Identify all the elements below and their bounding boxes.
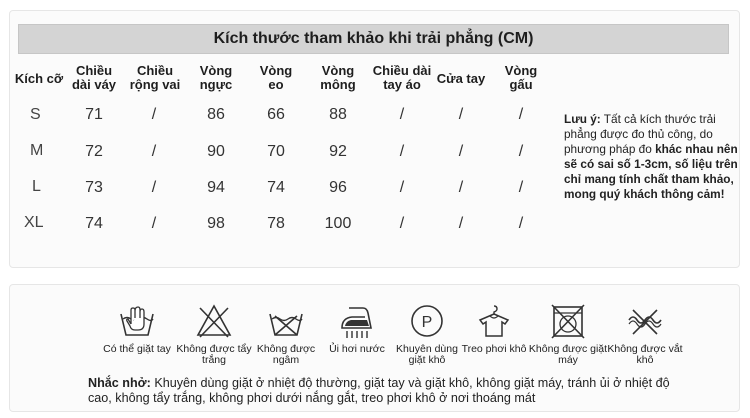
cell-l-bust: 94 [207, 179, 225, 196]
cell-s-hem: / [518, 106, 524, 123]
hang-dry-icon [474, 302, 514, 340]
cell-s-sleeve: / [399, 106, 405, 123]
cell-xl-cuff: / [458, 215, 464, 232]
measurement-note [564, 112, 740, 202]
cell-s-cuff: / [458, 106, 464, 123]
cell-m-bust: 90 [207, 143, 225, 160]
cell-m-hem: / [518, 143, 524, 160]
care-label-hang-dry: Treo phơi khô [461, 343, 527, 355]
care-label-no-machine-wash: Không được giặt máy [528, 343, 608, 366]
steam-iron-icon [337, 302, 377, 340]
cell-m-hip: 92 [329, 143, 347, 160]
cell-xl-hip: 100 [324, 215, 352, 232]
cell-xl-shoulder: / [151, 215, 157, 232]
size-s: S [30, 106, 41, 123]
no-wring-icon [625, 302, 665, 340]
header-waist: Vòng eo [259, 63, 293, 92]
cell-m-length: 72 [85, 143, 103, 160]
header-hip: Vòng mông [320, 63, 356, 92]
cell-l-sleeve: / [399, 179, 405, 196]
no-soak-icon [266, 302, 306, 340]
note-label: Lưu ý: [564, 112, 601, 126]
cell-xl-length: 74 [85, 215, 103, 232]
care-label-no-wring: Không được vắt khô [607, 343, 683, 366]
header-shoulder-width: Chiều rộng vai [129, 63, 181, 92]
reminder-label: Nhắc nhở: [88, 376, 151, 390]
care-item-steam-iron [317, 302, 397, 355]
no-machine-wash-icon [548, 302, 588, 340]
hand-wash-icon [117, 302, 157, 340]
care-item-no-wring [605, 302, 685, 366]
care-label-hand-wash: Có thể giặt tay [103, 343, 171, 355]
care-item-no-bleach [174, 302, 254, 366]
care-label-steam-iron: Ủi hơi nước [329, 343, 385, 355]
cell-m-waist: 70 [267, 143, 285, 160]
care-label-no-soak: Không được ngâm [256, 343, 316, 366]
header-sleeve-length: Chiều dài tay áo [372, 63, 432, 92]
care-item-no-machine-wash [528, 302, 608, 366]
cell-l-shoulder: / [151, 179, 157, 196]
note-text: Tất cả kích thước trải phẳng được đo thủ công, do phương pháp đo [564, 112, 716, 156]
cell-l-waist: 74 [267, 179, 285, 196]
cell-s-length: 71 [85, 106, 103, 123]
cell-xl-sleeve: / [399, 215, 405, 232]
size-xl: XL [24, 214, 44, 231]
care-label-dry-clean: Khuyên dùng giặt khô [396, 343, 458, 366]
cell-xl-hem: / [518, 215, 524, 232]
size-chart-title: Kích thước tham khảo khi trải phẳng (CM) [18, 24, 729, 54]
note-bold-text: khác nhau nên sẽ có sai số 1-3cm, số liệu trên chỉ mang tính chất tham khảo, mong quý khách thông cảm! [564, 142, 738, 201]
cell-s-waist: 66 [267, 106, 285, 123]
cell-l-hip: 96 [329, 179, 347, 196]
reminder-text: Khuyên dùng giặt ở nhiệt độ thường, giặt tay và giặt khô, không giặt máy, tránh ủi ở nhiệt độ cao, không tẩy trắng, không phơi dưới nắng gắt, treo phơi khô ở nơi thoáng mát [88, 376, 670, 405]
cell-s-hip: 88 [329, 106, 347, 123]
header-bust: Vòng ngực [199, 63, 233, 92]
no-bleach-icon [194, 302, 234, 340]
care-label-no-bleach: Không được tẩy trắng [176, 343, 252, 366]
cell-m-sleeve: / [399, 143, 405, 160]
cell-xl-waist: 78 [267, 215, 285, 232]
size-m: M [30, 142, 44, 159]
cell-m-shoulder: / [151, 143, 157, 160]
size-l: L [32, 178, 41, 195]
cell-s-shoulder: / [151, 106, 157, 123]
header-dress-length: Chiều dài váy [71, 63, 117, 92]
header-hem: Vòng gấu [504, 63, 538, 92]
header-cuff: Cửa tay [436, 71, 486, 86]
cell-s-bust: 86 [207, 106, 225, 123]
cell-l-cuff: / [458, 179, 464, 196]
cell-m-cuff: / [458, 143, 464, 160]
dry-clean-icon [407, 302, 447, 340]
cell-xl-bust: 98 [207, 215, 225, 232]
care-item-hang-dry [454, 302, 534, 355]
cell-l-length: 73 [85, 179, 103, 196]
header-size: Kích cỡ [14, 71, 64, 86]
cell-l-hem: / [518, 179, 524, 196]
care-reminder [88, 376, 688, 406]
care-item-hand-wash [97, 302, 177, 355]
care-item-no-soak [246, 302, 326, 366]
svg-text:P: P [421, 314, 433, 331]
